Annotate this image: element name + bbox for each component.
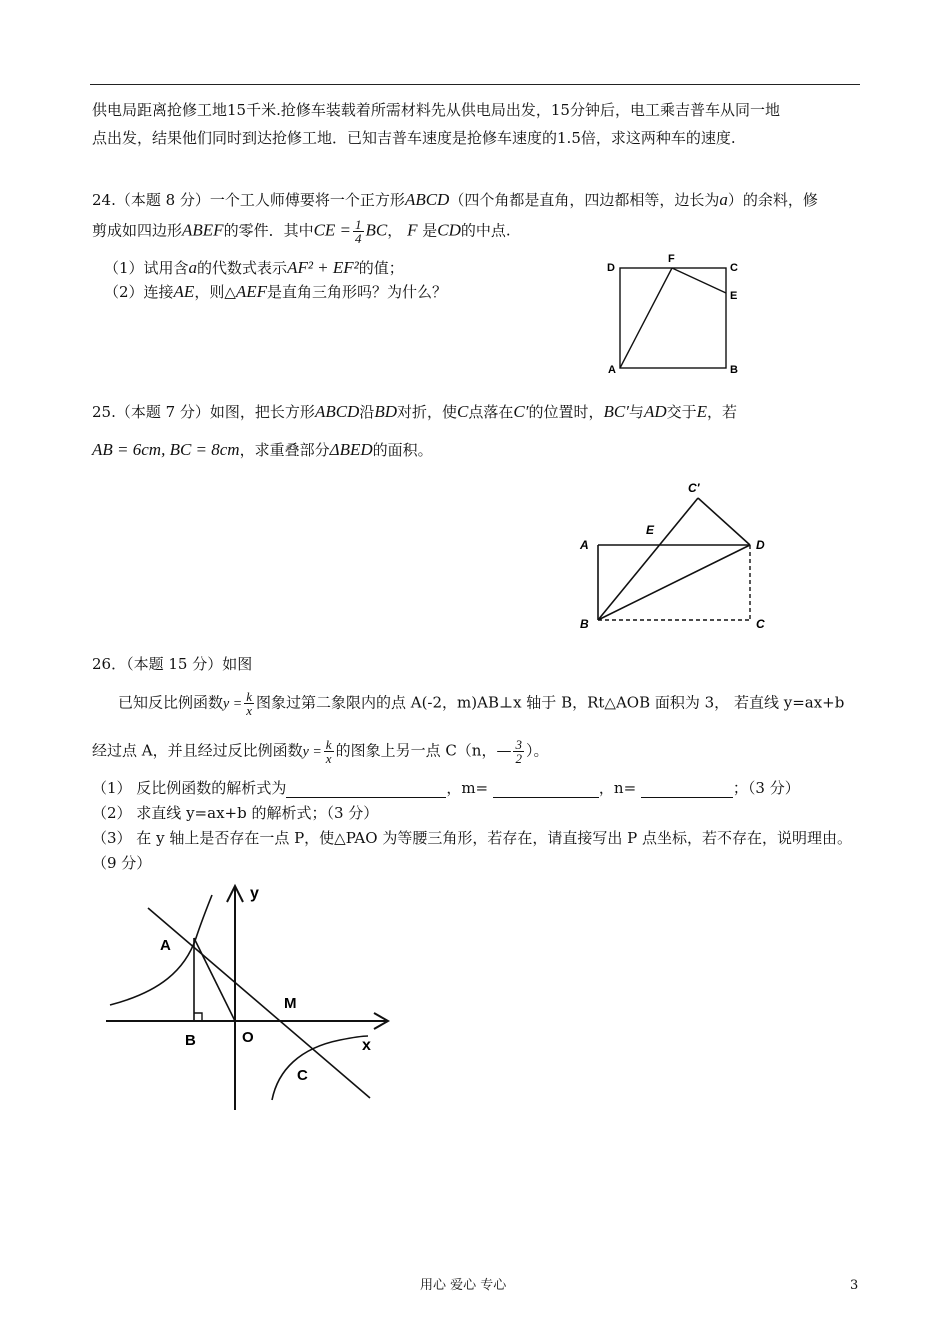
- q25-given: AB = 6cm, BC = 8cm: [92, 440, 240, 459]
- q26-line-2: [92, 738, 549, 765]
- q24-text: （四个角都是直角，四边都相等，边长为: [449, 191, 720, 209]
- q25-label-cp: C′: [688, 481, 700, 495]
- q24-sub-1: [104, 258, 404, 278]
- continuation-line-1: 供电局距离抢修工地15千米.抢修车装载着所需材料先从供电局出发，15分钟后，电工乘吉普车从同一地: [92, 101, 780, 119]
- answer-blank-m[interactable]: [493, 781, 599, 798]
- q26-k-over-x: [244, 690, 254, 717]
- q25-label-c: C: [756, 617, 765, 631]
- q24-line-1: [92, 190, 818, 210]
- q25-text: ，求重叠部分: [239, 441, 330, 459]
- q26-text: 经过点 A，并且经过反比例函数: [92, 741, 303, 760]
- label-m: M: [284, 995, 297, 1012]
- q24-text: ，: [387, 221, 403, 240]
- q24-text: （1）试用含: [104, 259, 189, 277]
- q24-text: 24.（本题 8 分）一个工人师傅要将一个正方形: [92, 191, 405, 209]
- footer-motto: 用心 爱心 专心: [420, 1278, 507, 1293]
- q26-text: ，n=: [598, 779, 637, 797]
- q25-text: 对折，使: [397, 403, 458, 421]
- q26-x: x: [325, 751, 332, 766]
- q25-text: ，若: [707, 403, 738, 421]
- q24-text: 剪成如四边形: [92, 221, 183, 240]
- q26-k: k: [325, 737, 332, 752]
- q26-sub-1: [92, 778, 800, 798]
- q25-ad: AD: [643, 402, 667, 421]
- q25-text: 交于: [666, 403, 697, 421]
- q25-text: 与: [628, 403, 644, 421]
- q24-segment-af: [620, 268, 672, 368]
- q26-text: 图象过第二象限内的点 A(-2，m)AB⊥x 轴于 B，Rt△AOB 面积为 3， 若直线 y=ax+b: [255, 693, 845, 712]
- q26-figure: [100, 880, 400, 1115]
- label-x: x: [362, 1037, 371, 1054]
- q26-text: ，m=: [446, 779, 489, 797]
- q26-text: 的图象上另一点 C（n，—: [335, 741, 512, 760]
- q25-rect-name: ABCD: [314, 402, 360, 421]
- line-ac: [148, 908, 370, 1098]
- q24-label-e: E: [730, 290, 738, 302]
- continuation-line-2: 点出发，结果他们同时到达抢修工地．已知吉普车速度是抢修车速度的1.5倍，求这两种车的速度.: [92, 129, 736, 147]
- q26-frac-den: 2: [515, 751, 522, 766]
- q26-y-eq: y =: [302, 744, 322, 760]
- label-o: O: [242, 1029, 254, 1046]
- q25-bd: BD: [374, 402, 398, 421]
- q25-triangle: ΔBED: [329, 440, 373, 459]
- label-b: B: [185, 1032, 196, 1049]
- q24-square-name: ABCD: [404, 190, 450, 209]
- q25-line-2: [92, 440, 433, 460]
- q24-text: ）的余料，修: [727, 191, 818, 209]
- q24-var-a: a: [719, 190, 728, 209]
- q24-square: [620, 268, 726, 368]
- q24-expression: AF² + EF²: [287, 258, 359, 277]
- q25-side-bcp: [598, 498, 698, 620]
- page-number: 3: [850, 1278, 859, 1293]
- q26-text: （1） 反比例函数的解析式为: [92, 779, 287, 797]
- q25-e: E: [696, 402, 708, 421]
- q24-text: 的代数式表示: [197, 259, 288, 277]
- answer-blank-n[interactable]: [641, 781, 733, 798]
- q26-frac-num: 3: [515, 737, 522, 752]
- q26-x: x: [246, 703, 252, 718]
- q24-var-a: a: [188, 258, 198, 277]
- q25-label-b: B: [580, 617, 589, 631]
- q24-text: 的中点.: [460, 221, 511, 240]
- q24-f: F: [407, 220, 418, 240]
- q24-text: 是直角三角形吗？为什么？: [267, 283, 448, 301]
- q24-text: （2）连接: [104, 283, 174, 301]
- label-a: A: [160, 937, 171, 954]
- q24-text: 的零件．其中: [223, 221, 314, 240]
- q24-ce: CE =: [313, 220, 352, 240]
- q25-bc-prime: BC′: [603, 402, 629, 421]
- q24-label-f: F: [668, 253, 675, 265]
- q24-label-b: B: [730, 364, 738, 376]
- q24-text: 的值；: [358, 259, 404, 277]
- q25-diagonal-bd: [598, 545, 750, 620]
- header-rule: [90, 84, 860, 85]
- q25-text: 点落在: [468, 403, 514, 421]
- q26-y-eq: y =: [223, 696, 243, 712]
- q25-c-prime: C′: [513, 402, 529, 421]
- q25-figure: [570, 478, 780, 638]
- q26-text: ）。: [525, 741, 549, 760]
- q26-text: 已知反比例函数: [118, 693, 224, 712]
- q24-frac-num: 1: [355, 217, 362, 232]
- q25-text: 的面积。: [372, 441, 433, 459]
- q24-label-a: A: [608, 364, 616, 376]
- q25-label-e: E: [646, 523, 655, 537]
- q25-line-1: [92, 402, 737, 422]
- q26-sub-2: （2） 求直线 y=ax+b 的解析式；（3 分）: [92, 804, 379, 822]
- q24-figure: [600, 250, 750, 378]
- q25-text: 沿: [359, 403, 375, 421]
- q26-n-fraction: [513, 738, 524, 765]
- q24-text: ，则△: [194, 283, 236, 301]
- q24-text: 是: [422, 221, 438, 240]
- q24-segment-fe: [672, 268, 726, 293]
- q25-text: 25.（本题 7 分）如图，把长方形: [92, 403, 315, 421]
- q24-label-c: C: [730, 262, 738, 274]
- q24-fraction: [353, 218, 364, 245]
- q24-quad-name: ABEF: [182, 220, 224, 240]
- q25-c: C: [457, 402, 469, 421]
- label-c: C: [297, 1067, 308, 1084]
- q24-sub-2: [104, 282, 447, 302]
- q26-text: ；（3 分）: [732, 779, 800, 797]
- q25-side-cpd: [698, 498, 750, 545]
- q24-aef: AEF: [235, 282, 268, 301]
- q24-frac-den: 4: [355, 231, 362, 246]
- answer-blank-function[interactable]: [286, 781, 446, 798]
- q24-label-d: D: [607, 262, 615, 274]
- q25-text: 的位置时，: [528, 403, 604, 421]
- q25-label-d: D: [756, 538, 765, 552]
- q26-sub-3-score: （9 分）: [92, 854, 152, 872]
- q24-line-2: [92, 218, 511, 245]
- hyperbola-branch-right: [272, 1036, 368, 1100]
- label-y: y: [250, 885, 259, 902]
- segment-ao: [194, 938, 235, 1021]
- q25-label-a: A: [580, 538, 589, 552]
- q24-cd: CD: [437, 220, 461, 240]
- q26-title: 26．（本题 15 分）如图: [92, 655, 253, 673]
- q26-k-over-x: [324, 738, 334, 765]
- q26-line-1: [118, 690, 844, 717]
- q24-ae: AE: [173, 282, 195, 301]
- q26-k: k: [246, 689, 252, 704]
- q26-sub-3: （3） 在 y 轴上是否存在一点 P，使△PAO 为等腰三角形，若存在，请直接写出 P 点坐标，若不存在，说明理由。: [92, 829, 852, 847]
- q24-bc: BC: [365, 220, 388, 240]
- right-angle-mark: [194, 1013, 202, 1021]
